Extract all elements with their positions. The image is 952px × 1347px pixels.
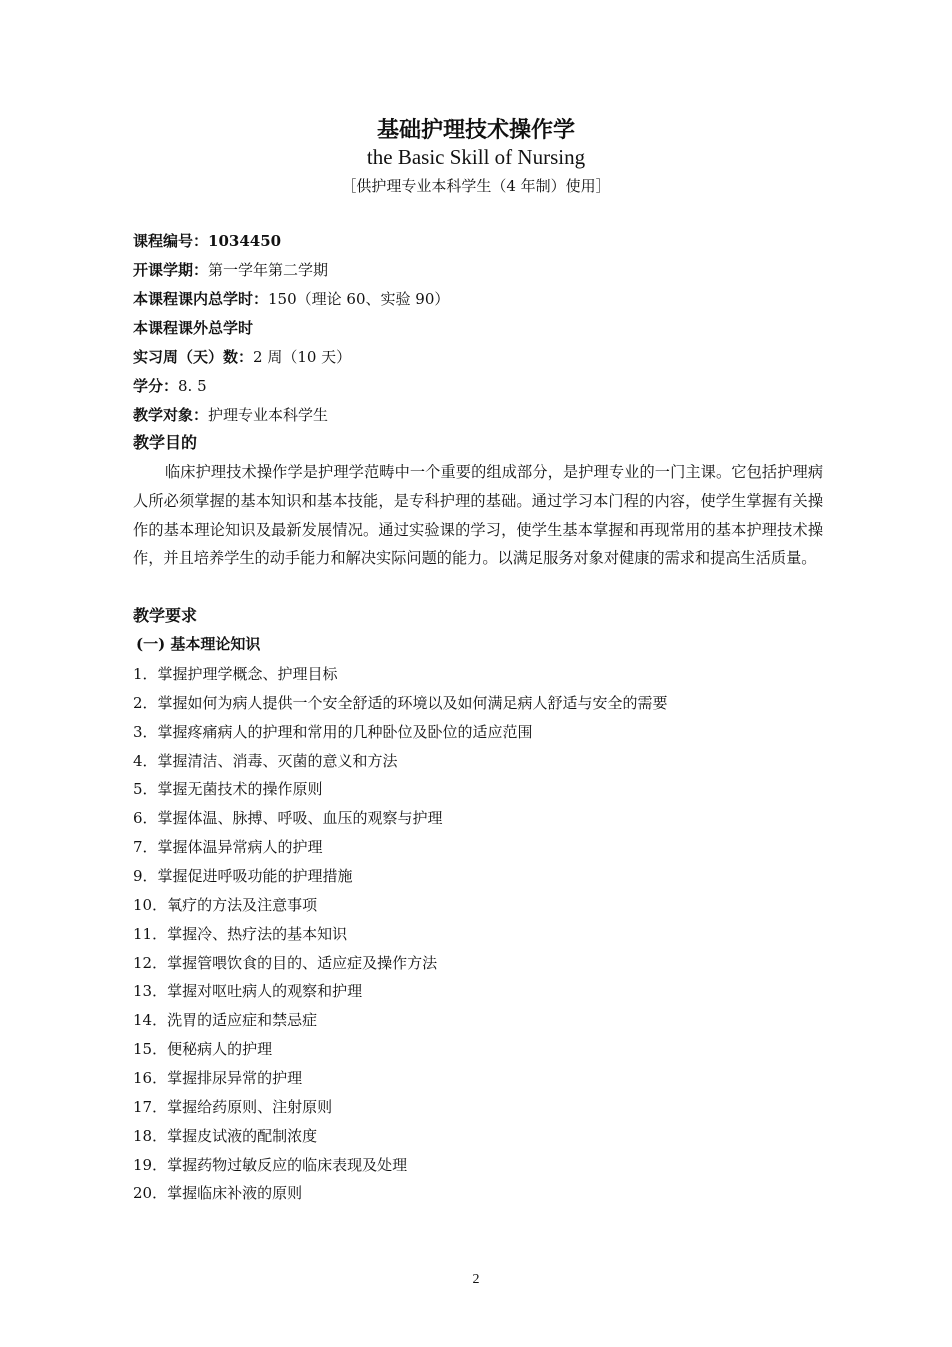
audience-key: 教学对象： [133, 406, 209, 424]
theory-subheading: (一) 基本理论知识 [136, 635, 261, 653]
list-item: 16．掌握排尿异常的护理 [133, 1069, 303, 1088]
internship-weeks [133, 346, 833, 368]
list-item: 12．掌握管喂饮食的目的、适应症及操作方法 [133, 953, 438, 972]
list-item: 1．掌握护理学概念、护理目标 [133, 665, 338, 683]
list-item: 15．便秘病人的护理 [133, 1040, 273, 1059]
list-item: 19．掌握药物过敏反应的临床表现及处理 [133, 1155, 408, 1174]
list-item: 5．掌握无菌技术的操作原则 [133, 780, 323, 799]
list-item: 7．掌握体温异常病人的护理 [133, 838, 323, 857]
objective-paragraph: 临床护理技术操作学是护理学范畴中一个重要的组成部分，是护理专业的一门主课。它包括护理病人所必须掌握的基本知识和基本技能，是专科护理的基础。通过学习本门程的内容，使学生掌握有关操作的基本理论知识及最新发展情况。通过实验课的学习，使学生基本掌握和再现常用的基本护理技术操作，并且培养学生的动手能力和解决实际问题的能力。以满足服务对象对健康的需求和提高生活质量。 [133, 463, 823, 568]
credits [133, 375, 833, 397]
course-code-key: 课程编号： [133, 232, 209, 250]
internship-weeks-key: 实习周（天）数： [133, 348, 254, 366]
credits-key: 学分： [133, 377, 179, 395]
list-item: 9．掌握促进呼吸功能的护理措施 [133, 867, 353, 886]
list-item: 6．掌握体温、脉搏、呼吸、血压的观察与护理 [133, 809, 443, 828]
list-item: 13．掌握对呕吐病人的观察和护理 [133, 982, 363, 1001]
page-title: 基础护理技术操作学 [376, 117, 575, 143]
credits-value: 8. 5 [178, 377, 207, 395]
usage-scope: ［供护理专业本科学生（4 年制）使用］ [341, 177, 611, 195]
list-item: 11．掌握冷、热疗法的基本知识 [133, 924, 348, 943]
out-class-hours-key: 本课程课外总学时 [133, 319, 254, 337]
semester [133, 259, 833, 281]
semester-key: 开课学期： [133, 261, 209, 279]
out-class-hours [133, 317, 833, 339]
requirements-list [133, 660, 668, 1208]
list-item: 4．掌握清洁、消毒、灭菌的意义和方法 [133, 751, 398, 770]
list-item: 2．掌握如何为病人提供一个安全舒适的环境以及如何满足病人舒适与安全的需要 [133, 693, 668, 712]
page-subtitle: the Basic Skill of Nursing [366, 145, 586, 169]
in-class-hours-value: 150（理论 60、实验 90） [268, 290, 450, 308]
objective-heading: 教学目的 [133, 433, 198, 452]
list-item: 20．掌握临床补液的原则 [133, 1184, 303, 1203]
list-item: 18．掌握皮试液的配制浓度 [133, 1126, 318, 1145]
list-item: 14．洗胃的适应症和禁忌症 [133, 1011, 318, 1030]
list-item: 17．掌握给药原则、注射原则 [133, 1097, 333, 1116]
course-code-value: 1034450 [208, 232, 282, 250]
audience [133, 404, 833, 426]
list-item: 3．掌握疼痛病人的护理和常用的几种卧位及卧位的适应范围 [133, 722, 533, 741]
page-number: 2 [472, 1272, 480, 1287]
in-class-hours [133, 288, 833, 310]
course-code [133, 230, 833, 252]
list-item: 10．氧疗的方法及注意事项 [133, 895, 318, 914]
in-class-hours-key: 本课程课内总学时： [133, 290, 269, 308]
audience-value: 护理专业本科学生 [208, 406, 329, 424]
internship-weeks-value: 2 周（10 天） [253, 348, 352, 366]
semester-value: 第一学年第二学期 [208, 261, 329, 279]
requirements-heading: 教学要求 [133, 606, 198, 625]
